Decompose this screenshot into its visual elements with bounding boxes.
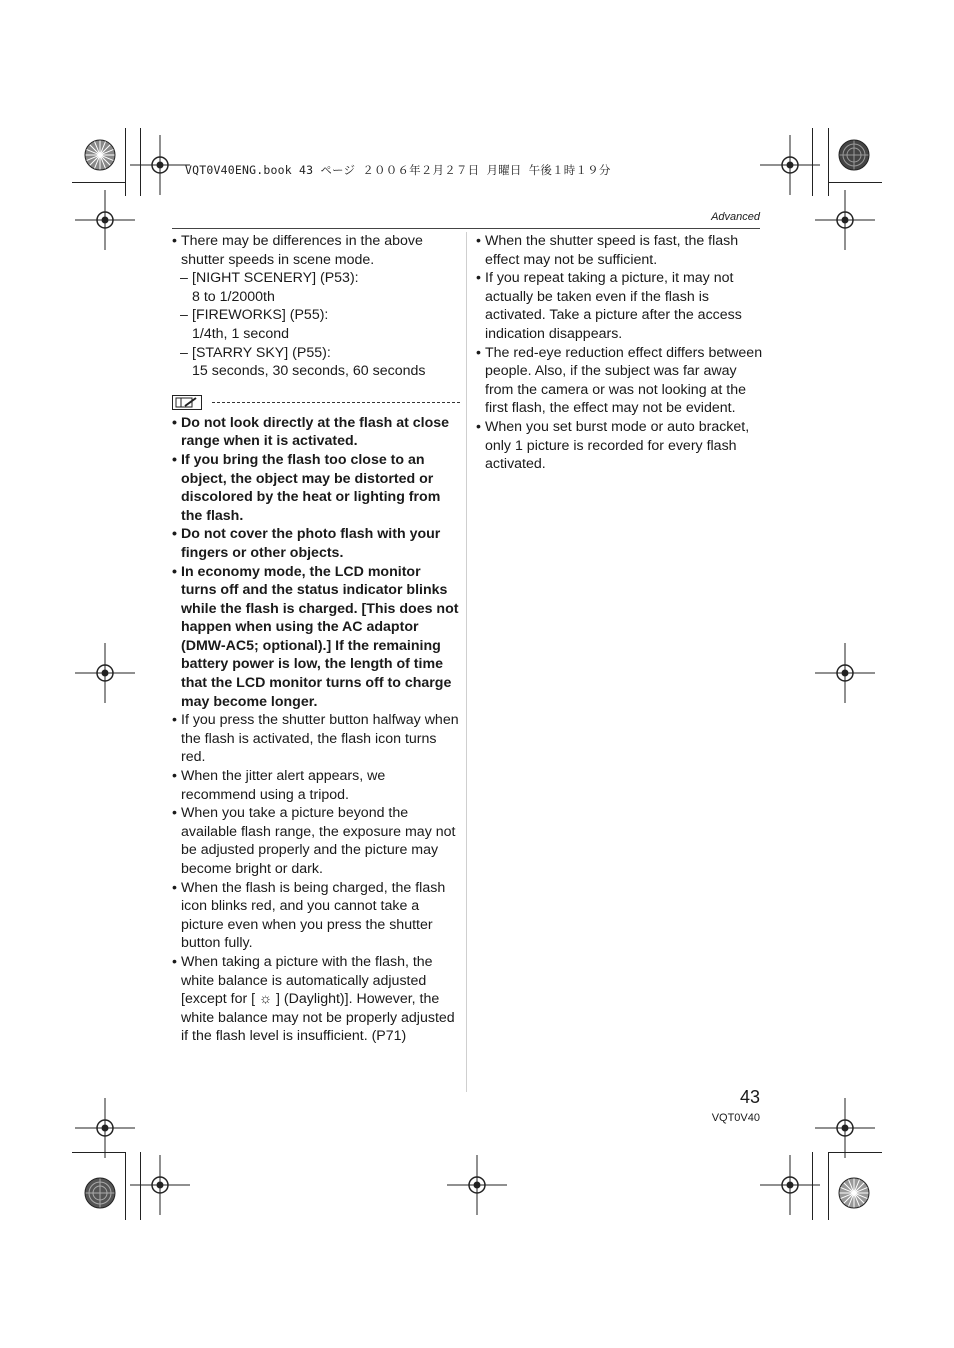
mode-value: 15 seconds, 30 seconds, 60 seconds — [192, 363, 426, 380]
note-item: • If you repeat taking a picture, it may not actually be taken even if the flash is activated. Take a picture after the access indication disappears. — [476, 269, 766, 343]
note-item: • When you set burst mode or auto bracket, only 1 picture is recorded for every flash activated. — [476, 418, 766, 474]
registration-mark-icon — [447, 1155, 507, 1215]
print-file-info: VQT0V40ENG.book 43 ページ ２００６年２月２７日 月曜日 午後１時１９分 — [185, 163, 611, 177]
note-divider — [212, 402, 460, 403]
registration-mark-icon — [760, 1155, 820, 1215]
mode-item: – [NIGHT SCENERY] (P53): — [180, 270, 359, 287]
header-rule — [172, 228, 760, 229]
column-separator — [466, 232, 467, 1092]
registration-mark-icon — [75, 190, 135, 250]
note-item: • When taking a picture with the flash, the white balance is automatically adjusted [except for [ ☼ ] (Daylight)]. However, the white balance may not be properly adjusted if the flash level is insufficient. (P71) — [172, 953, 460, 1046]
registration-mark-icon — [130, 1155, 190, 1215]
registration-mark-icon — [75, 643, 135, 703]
calibration-wheel-icon — [84, 139, 116, 171]
note-item: • If you press the shutter button halfway when the flash is activated, the flash icon turns red. — [172, 711, 460, 767]
calibration-wheel-icon — [84, 1177, 116, 1209]
warning-item: • In economy mode, the LCD monitor turns off and the status indicator blinks while the flash is charged. [This does not happen when using the AC adaptor (DMW-AC5; optional).] If the remaining battery power is low, the length of time that the LCD monitor turns off to charge may become longer. — [172, 563, 460, 712]
note-header — [172, 393, 460, 413]
right-column — [476, 232, 766, 474]
mode-value: 8 to 1/2000th — [192, 288, 275, 305]
model-code: VQT0V40 — [711, 1112, 760, 1124]
note-item: • The red-eye reduction effect differs between people. Also, if the subject was far away from the camera or was not looking at the first flash, the effect may not be evident. — [476, 344, 766, 418]
note-item: • When you take a picture beyond the available flash range, the exposure may not be adjusted properly and the picture may become bright or dark. — [172, 804, 460, 878]
mode-item: – [STARRY SKY] (P55): — [180, 344, 331, 361]
registration-mark-icon — [760, 135, 820, 195]
registration-mark-icon — [815, 190, 875, 250]
calibration-wheel-icon — [838, 1177, 870, 1209]
note-item: • When the jitter alert appears, we recommend using a tripod. — [172, 767, 460, 804]
mode-item: – [FIREWORKS] (P55): — [180, 307, 329, 324]
shutter-speed-note: • There may be differences in the above shutter speeds in scene mode. — [172, 232, 460, 269]
warning-item: • If you bring the flash too close to an object, the object may be distorted or discolored by the heat or lighting from the flash. — [172, 451, 460, 525]
note-pencil-icon — [172, 395, 202, 410]
warning-item: • Do not cover the photo flash with your fingers or other objects. — [172, 525, 460, 562]
daylight-icon: ☼ — [259, 991, 273, 1008]
calibration-wheel-icon — [838, 139, 870, 171]
page-number: 43 — [739, 1087, 760, 1107]
registration-mark-icon — [815, 643, 875, 703]
registration-mark-icon — [75, 1098, 135, 1158]
note-item: • When the shutter speed is fast, the flash effect may not be sufficient. — [476, 232, 766, 269]
registration-mark-icon — [130, 135, 190, 195]
section-label: Advanced — [711, 211, 760, 223]
warning-item: • Do not look directly at the flash at close range when it is activated. — [172, 414, 460, 451]
registration-mark-icon — [815, 1098, 875, 1158]
left-column — [172, 232, 460, 1046]
note-item: • When the flash is being charged, the flash icon blinks red, and you cannot take a picture even when you press the shutter button fully. — [172, 879, 460, 953]
mode-value: 1/4th, 1 second — [192, 325, 290, 342]
